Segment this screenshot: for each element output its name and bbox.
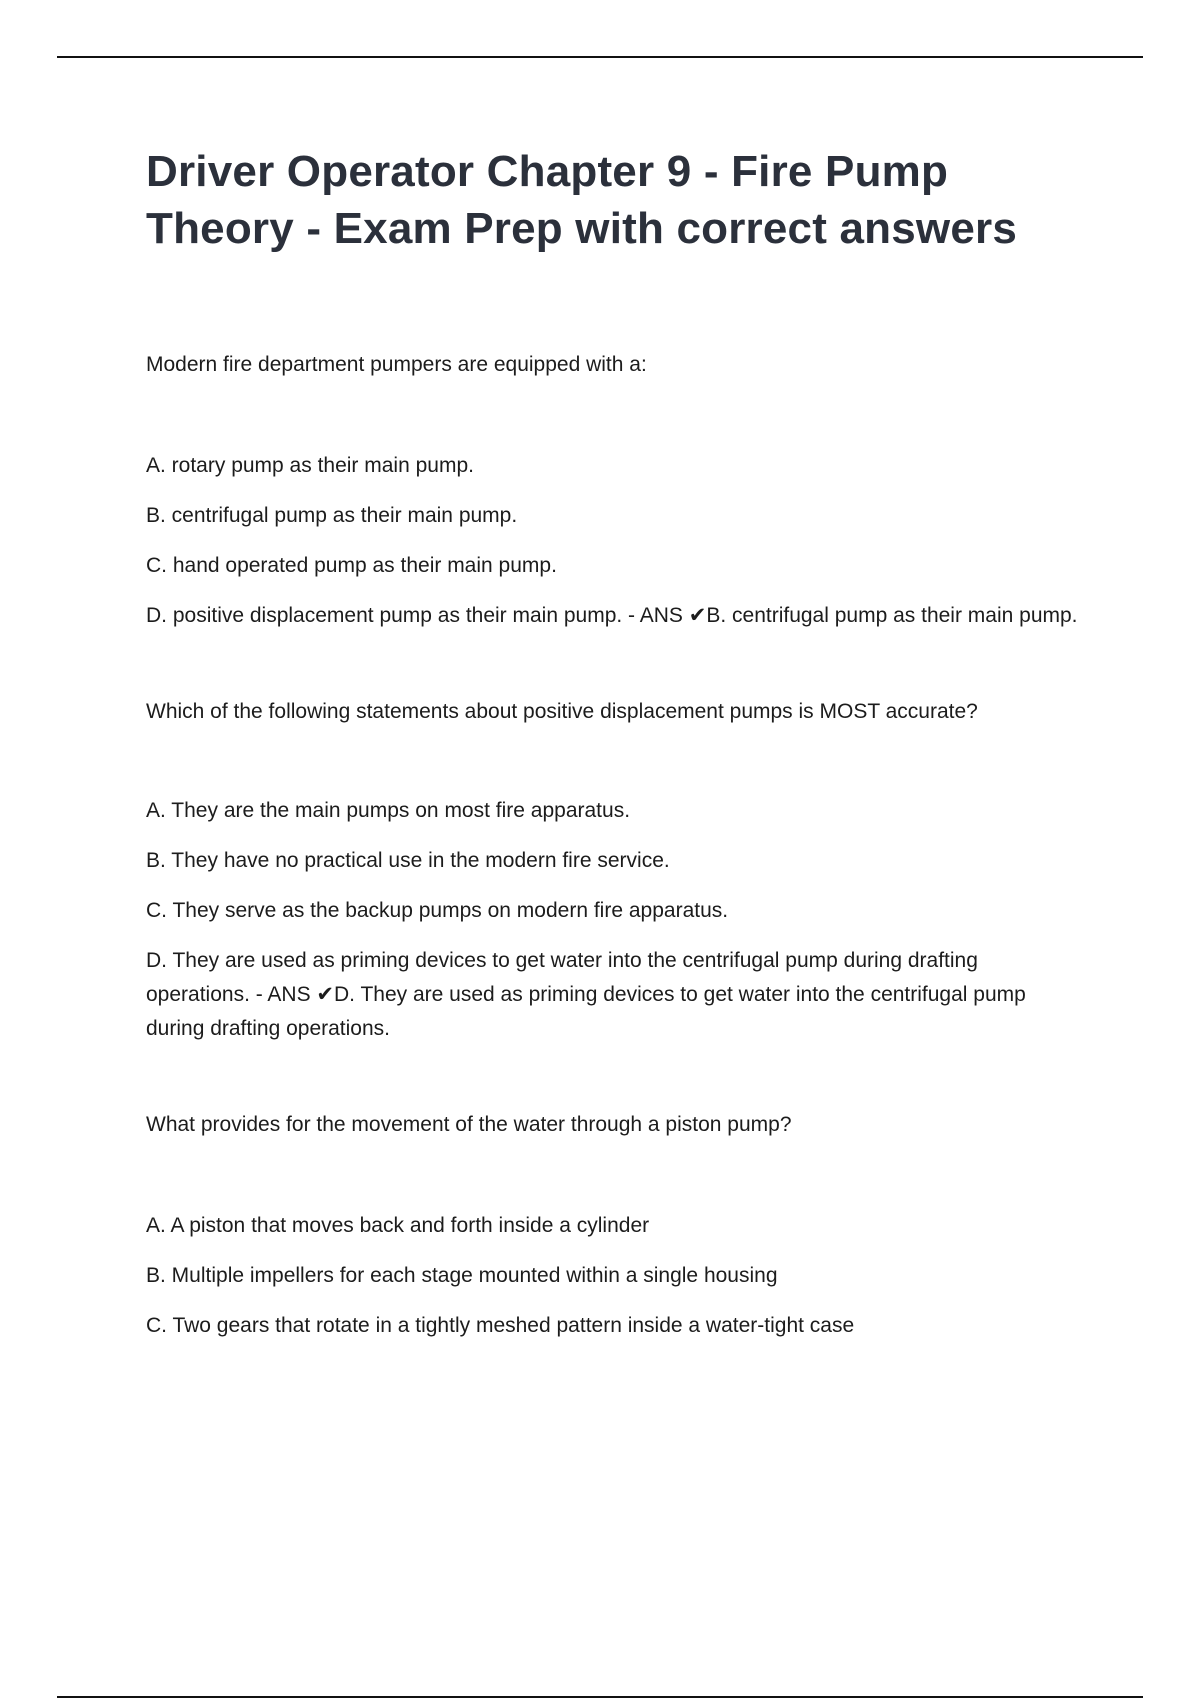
answer-option: B. Multiple impellers for each stage mounted within a single housing [146,1264,778,1287]
answer-option: A. rotary pump as their main pump. [146,454,474,477]
question-prompt: Modern fire department pumpers are equipped with a: [146,353,647,376]
answer-option: A. A piston that moves back and forth inside a cylinder [146,1214,650,1237]
answer-option: C. hand operated pump as their main pump. [146,554,557,577]
question-prompt: What provides for the movement of the water through a piston pump? [146,1113,792,1136]
question-block-2 [146,695,1086,1046]
answer-option: B. centrifugal pump as their main pump. [146,504,518,527]
answer-option: C. Two gears that rotate in a tightly meshed pattern inside a water-tight case [146,1314,855,1337]
question-prompt: Which of the following statements about positive displacement pumps is MOST accurate? [146,700,978,723]
answer-option: C. They serve as the backup pumps on modern fire apparatus. [146,899,729,922]
top-divider [57,56,1143,58]
question-block-3 [146,1108,1086,1343]
answer-option: A. They are the main pumps on most fire apparatus. [146,799,631,822]
document-title: Driver Operator Chapter 9 - Fire Pump Theory - Exam Prep with correct answers [146,147,1017,253]
question-block-1 [146,348,1086,633]
answer-option-with-correct-answer: D. positive displacement pump as their main pump. - ANS ✔B. centrifugal pump as their main pump. [146,604,1078,627]
document-body [146,143,1086,1343]
bottom-divider [57,1696,1143,1698]
answer-option: B. They have no practical use in the modern fire service. [146,849,670,872]
answer-option-with-correct-answer: D. They are used as priming devices to get water into the centrifugal pump during drafting operations. - ANS ✔D. They are used as priming devices to get water into the centrifugal pump during drafting operations. [146,949,1026,1040]
